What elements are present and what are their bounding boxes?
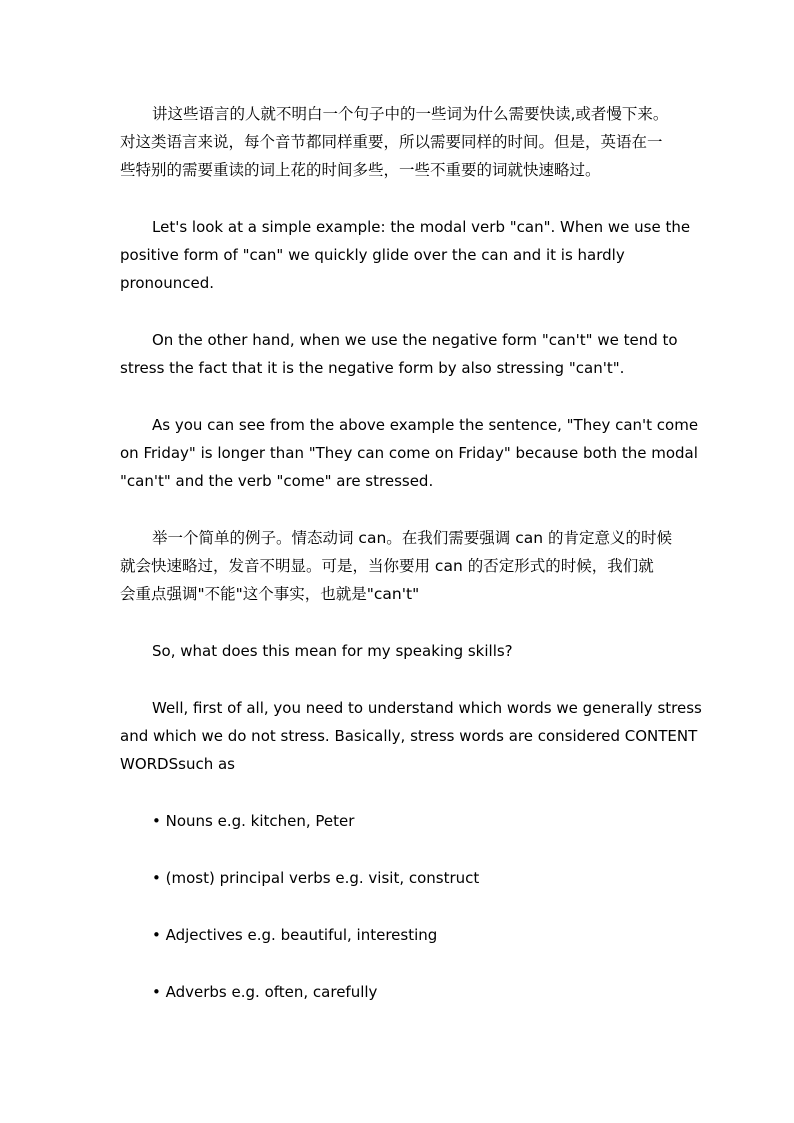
bullet-item-adverbs: • Adverbs e.g. often, carefully	[152, 983, 378, 1001]
paragraph-simple-example	[120, 213, 691, 297]
paragraph-gap	[120, 297, 680, 326]
text-line: 讲这些语言的人就不明白一个句子中的一些词为什么需要快读,或者慢下来。	[152, 105, 669, 123]
text-line: So, what does this mean for my speaking skills?	[152, 642, 513, 660]
paragraph-negative-form	[120, 326, 680, 382]
text-line: stress the fact that it is the negative form by also stressing "can't".	[120, 359, 625, 377]
paragraph-gap	[120, 495, 680, 524]
text-line: On the other hand, when we use the negative form "can't" we tend to	[152, 331, 678, 349]
text-line: and which we do not stress. Basically, stress words are considered CONTENT	[120, 727, 698, 745]
text-line: As you can see from the above example the sentence, "They can't come	[152, 416, 699, 434]
paragraph-gap	[120, 184, 680, 213]
paragraph-gap	[120, 778, 680, 807]
paragraph-question	[120, 637, 680, 665]
paragraph-gap	[120, 665, 680, 694]
text-line: Well, first of all, you need to understand which words we generally stress	[152, 699, 702, 717]
text-line: on Friday" is longer than "They can come on Friday" because both the modal	[120, 444, 698, 462]
text-line: 对这类语言来说，每个音节都同样重要，所以需要同样的时间。但是，英语在一	[120, 133, 663, 151]
paragraph-gap	[120, 949, 680, 978]
paragraph-chinese-intro	[120, 100, 680, 184]
paragraph-example-sentence	[120, 411, 699, 495]
text-line: 举一个简单的例子。情态动词 can。在我们需要强调 can 的肯定意义的时候	[152, 529, 672, 547]
paragraph-gap	[120, 382, 680, 411]
paragraph-content-words	[120, 694, 702, 778]
text-line: pronounced.	[120, 274, 214, 292]
paragraph-gap	[120, 892, 680, 921]
bullet-item-nouns: • Nouns e.g. kitchen, Peter	[152, 812, 355, 830]
bullet-item-adjectives: • Adjectives e.g. beautiful, interesting	[152, 926, 438, 944]
text-line: WORDSsuch as	[120, 755, 235, 773]
paragraph-gap	[120, 835, 680, 864]
document-page	[120, 100, 702, 1006]
text-line: positive form of "can" we quickly glide over the can and it is hardly	[120, 246, 625, 264]
text-line: Let's look at a simple example: the modal verb "can". When we use the	[152, 218, 691, 236]
text-line: 就会快速略过，发音不明显。可是，当你要用 can 的否定形式的时候，我们就	[120, 557, 654, 575]
paragraph-chinese-example	[120, 524, 680, 608]
text-line: 些特别的需要重读的词上花的时间多些，一些不重要的词就快速略过。	[120, 161, 601, 179]
text-line: 会重点强调"不能"这个事实，也就是"can't"	[120, 585, 420, 603]
paragraph-gap	[120, 608, 680, 637]
bullet-item-verbs: • (most) principal verbs e.g. visit, construct	[152, 869, 480, 887]
text-line: "can't" and the verb "come" are stressed.	[120, 472, 434, 490]
